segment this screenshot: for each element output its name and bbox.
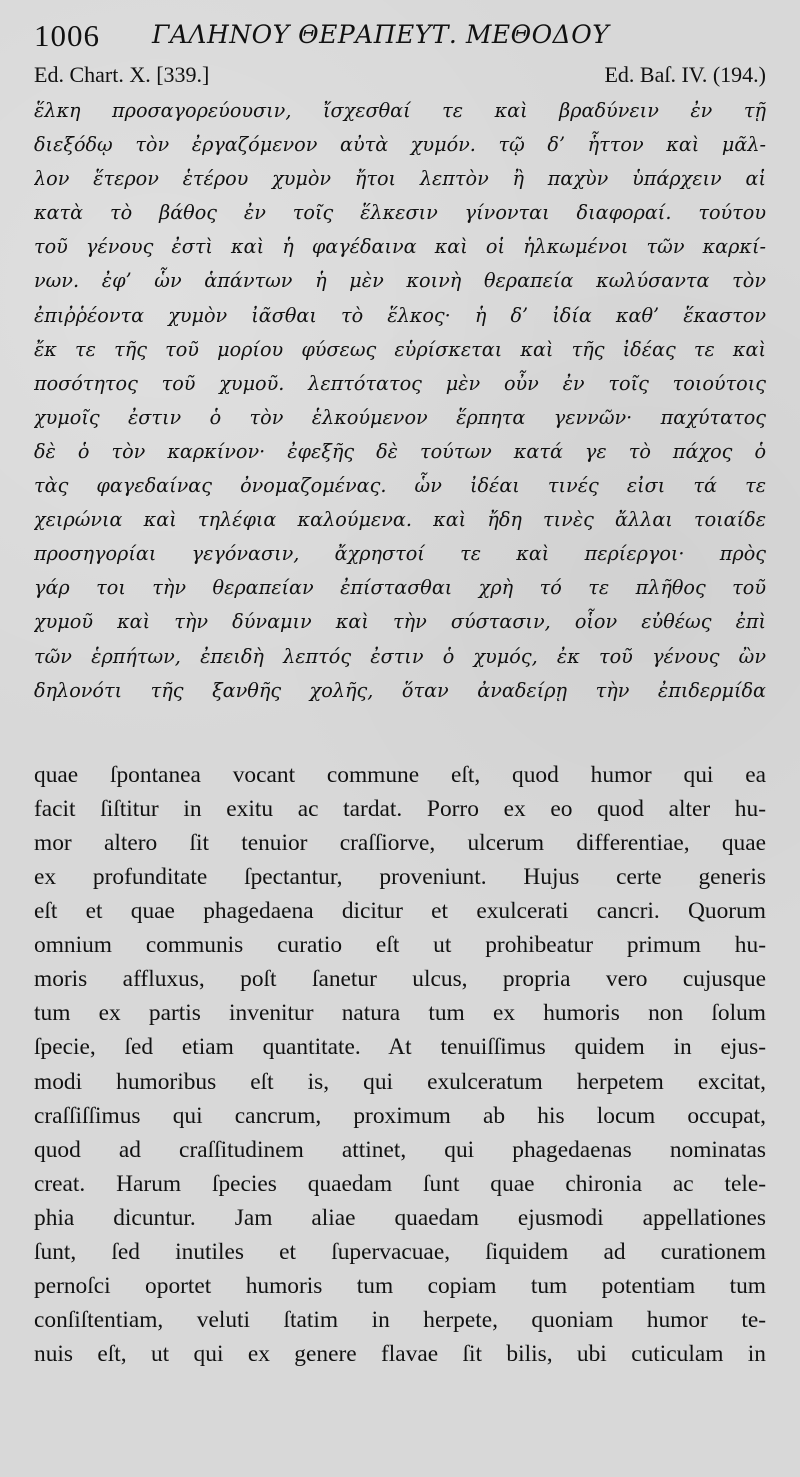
page-header xyxy=(34,18,766,62)
greek-line: νων. ἐφ’ ὧν ἁπάντων ἡ μὲν κοινὴ θεραπεία κωλύσαντα τὸν xyxy=(34,269,766,293)
greek-line: δηλονότι τῆς ξανθῆς χολῆς, ὅταν ἀναδείρῃ τὴν ἐπιδερμίδα xyxy=(34,678,766,702)
latin-line: craſſiſſimus qui cancrum, proximum ab his locum occupat, xyxy=(34,1102,766,1129)
latin-line: modi humoribus eſt is, qui exulceratum herpetem excitat, xyxy=(34,1068,766,1095)
greek-line: ποσότητος τοῦ χυμοῦ. λεπτότατος μὲν οὖν ἐν τοῖς τοιούτοις xyxy=(34,371,766,395)
latin-line: quod ad craſſitudinem attinet, qui phagedaenas nominatas xyxy=(34,1136,766,1163)
latin-line: eſt et quae phagedaena dicitur et exulcerati cancri. Quorum xyxy=(34,898,766,925)
latin-line: omnium communis curatio eſt ut prohibeatur primum hu- xyxy=(34,932,766,959)
greek-line: τοῦ γένους ἐστὶ καὶ ἡ φαγέδαινα καὶ οἱ ἡλκωμένοι τῶν καρκί- xyxy=(34,235,766,259)
greek-line: χειρώνια καὶ τηλέφια καλούμενα. καὶ ἤδη τινὲς ἄλλαι τοιαίδε xyxy=(34,508,766,532)
greek-line: κατὰ τὸ βάθος ἐν τοῖς ἕλκεσιν γίνονται διαφοραί. τούτου xyxy=(34,201,766,225)
edition-references xyxy=(34,62,766,96)
greek-line: ἕλκη προσαγορεύουσιν, ἴσχεσθαί τε καὶ βραδύνειν ἐν τῇ xyxy=(34,99,766,122)
greek-line: διεξόδῳ τὸν ἐργαζόμενον αὐτὰ χυμόν. τῷ δ’ ἧττον καὶ μᾶλ- xyxy=(34,133,766,157)
latin-line: facit ſiſtitur in exitu ac tardat. Porro ex eo quod alter hu- xyxy=(34,795,766,822)
latin-line: ſunt, ſed inutiles et ſupervacuae, ſiquidem ad curationem xyxy=(34,1239,766,1265)
greek-line: δὲ ὁ τὸν καρκίνον· ἐφεξῆς δὲ τούτων κατά γε τὸ πάχος ὁ xyxy=(34,439,766,463)
latin-line: creat. Harum ſpecies quaedam ſunt quae chironia ac tele- xyxy=(34,1170,766,1197)
latin-line: pernoſci oportet humoris tum copiam tum potentiam tum xyxy=(34,1273,766,1300)
greek-line: ἐπιῤῥέοντα χυμὸν ἰᾶσθαι τὸ ἕλκος· ἡ δ’ ἰδία καθ’ ἕκαστον xyxy=(34,303,766,327)
latin-line: moris affluxus, poſt ſanetur ulcus, propria vero cujusque xyxy=(34,966,766,993)
greek-line: χυμοῖς ἐστιν ὁ τὸν ἑλκούμενον ἕρπητα γεννῶν· παχύτατος xyxy=(34,405,766,429)
latin-line: tum ex partis invenitur natura tum ex humoris non ſolum xyxy=(34,1000,766,1027)
greek-line: γάρ τοι τὴν θεραπείαν ἐπίστασθαι χρὴ τό τε πλῆθος τοῦ xyxy=(34,576,766,600)
greek-line: τῶν ἑρπήτων, ἐπειδὴ λεπτός ἐστιν ὁ χυμός, ἐκ τοῦ γένους ὢν xyxy=(34,644,766,668)
latin-line: conſiſtentiam, veluti ſtatim in herpete, quoniam humor te- xyxy=(34,1307,766,1334)
page-number: 1006 xyxy=(34,18,100,53)
edition-left: Ed. Chart. X. [339.] xyxy=(34,62,210,87)
greek-text-block xyxy=(34,94,766,708)
greek-line: χυμοῦ καὶ τὴν δύναμιν καὶ τὴν σύστασιν, οἷον εὐθέως ἐπὶ xyxy=(34,610,766,634)
greek-line: ἔκ τε τῆς τοῦ μορίου φύσεως εὑρίσκεται καὶ τῆς ἰδέας τε καὶ xyxy=(34,337,766,361)
latin-line: quae ſpontanea vocant commune eſt, quod humor qui ea xyxy=(34,761,766,788)
latin-line: ex profunditate ſpectantur, proveniunt. Hujus certe generis xyxy=(34,863,766,890)
latin-line: mor altero ſit tenuior craſſiorve, ulcerum differentiae, quae xyxy=(34,829,766,856)
latin-text-block xyxy=(34,758,766,1372)
edition-right: Ed. Baſ. IV. (194.) xyxy=(604,62,766,87)
greek-line: προσηγορίαι γεγόνασιν, ἄχρηστοί τε καὶ περίεργοι· πρὸς xyxy=(34,542,766,566)
latin-line: phia dicuntur. Jam aliae quaedam ejusmodi appellationes xyxy=(34,1204,766,1231)
running-title: ΓΑΛΗΝΟΥ ΘΕΡΑΠΕΥΤ. ΜΕΘΟΔΟΥ xyxy=(152,20,610,49)
greek-line: λον ἕτερον ἑτέρου χυμὸν ἤτοι λεπτὸν ἢ παχὺν ὑπάρχειν αἱ xyxy=(34,167,766,191)
latin-line: nuis eſt, ut qui ex genere flavae ſit bilis, ubi cuticulam in xyxy=(34,1341,766,1368)
latin-line: ſpecie, ſed etiam quantitate. At tenuiſſimus quidem in ejus- xyxy=(34,1034,766,1061)
greek-line: τὰς φαγεδαίνας ὀνομαζομένας. ὧν ἰδέαι τινές εἰσι τά τε xyxy=(34,474,766,498)
